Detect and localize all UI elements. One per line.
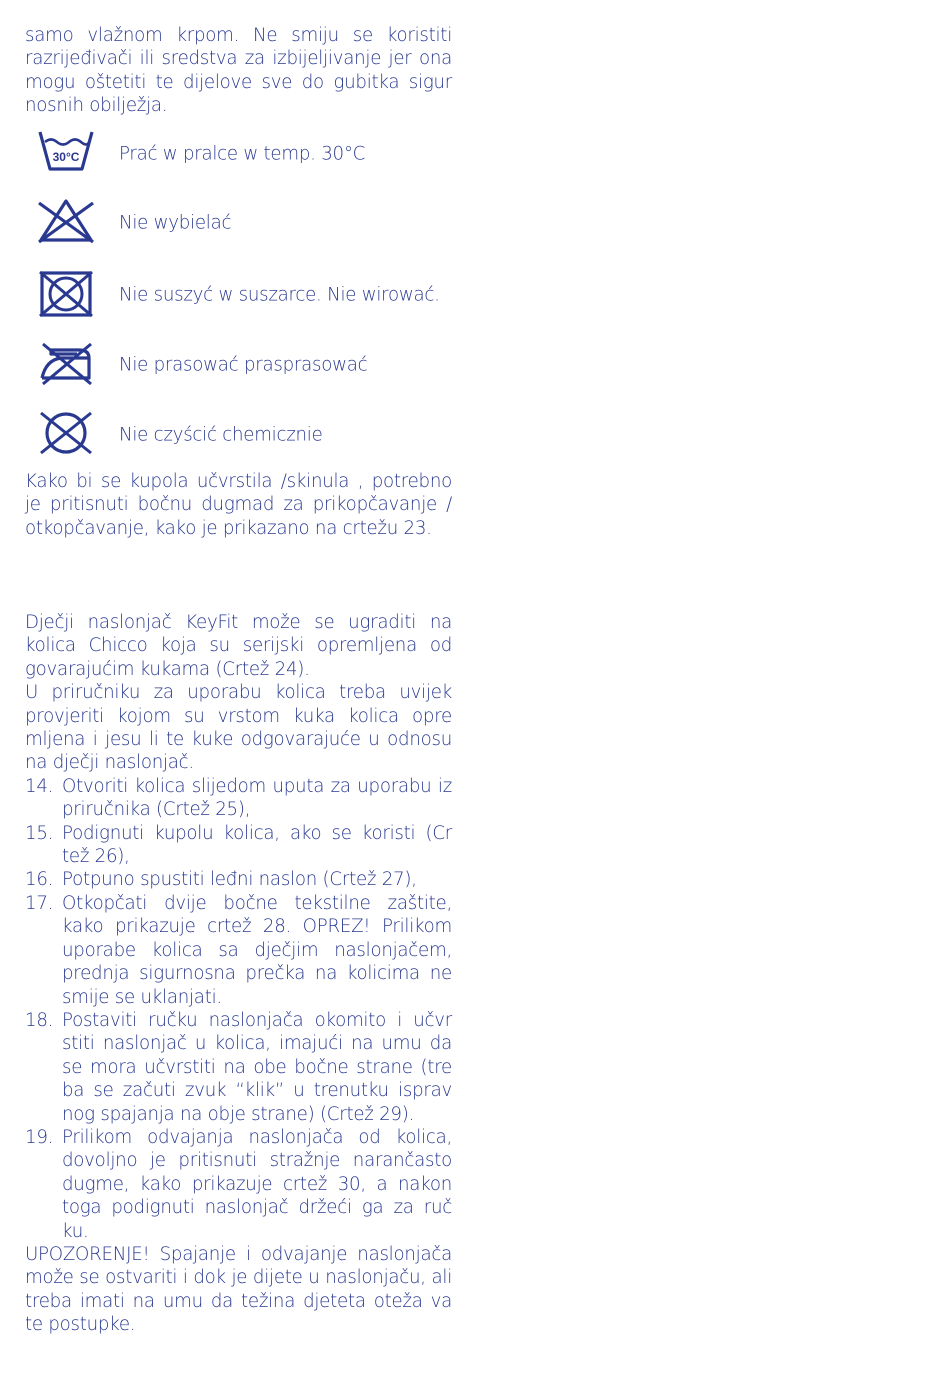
care-label-dryclean: Nie czyścić chemicznie xyxy=(119,424,323,446)
canopy-paragraph: Kako bi se kupola učvrstila /skinula , potrebno je pritisnuti bočnu dugmad za prikopčavanje / otkopčavanje, kako je prikazano na crtežu 23. xyxy=(25,471,452,539)
list-item xyxy=(25,822,452,869)
keyfit-section xyxy=(25,611,452,1337)
step-number: 17. xyxy=(25,892,54,914)
list-item xyxy=(25,1126,452,1243)
keyfit-paragraph-2: U priručniku za uporabu kolica treba uvijek provjeriti kojom su vrstom kuka kolica opre mljena i jesu li te kuke odgovarajuće u odnosu na dječji naslonjač. xyxy=(25,682,452,774)
canopy-section xyxy=(25,470,452,540)
no-iron-icon xyxy=(37,340,95,386)
list-item xyxy=(25,892,452,1009)
intro-paragraph: samo vlažnom krpom. Ne smiju se koristiti razrijeđivači ili sredstva za izbijeljivanje jer ona mogu oštetiti te dijelove sve do gubitka sigur nosnih obilježja. xyxy=(25,25,452,117)
list-item xyxy=(25,775,452,822)
step-number: 16. xyxy=(25,869,54,891)
step-number: 18. xyxy=(25,1009,54,1031)
list-item xyxy=(25,1009,452,1126)
step-number: 19. xyxy=(25,1126,54,1148)
care-label-wash: Prać w pralce w temp. 30°C xyxy=(119,143,366,165)
intro-section xyxy=(25,24,452,118)
step-text: Postaviti ručku naslonjača okomito i učvr stiti naslonjač u kolica, imajući na umu da se mora učvrstiti na obe bočne strane (tre ba se začuti zvuk “klik” u trenutku isprav nog spajanja na obje strane) (Crtež 29). xyxy=(62,1009,452,1125)
step-text: Podignuti kupolu kolica, ako se koristi (Cr tež 26), xyxy=(62,822,452,868)
care-label-iron: Nie prasować prasprasować xyxy=(119,354,368,376)
no-dry-clean-icon xyxy=(37,410,95,456)
step-text: Otvoriti kolica slijedom uputa za uporabu iz priručnika (Crtež 25), xyxy=(62,775,452,821)
step-number: 14. xyxy=(25,775,54,797)
care-row-wash xyxy=(37,129,457,179)
svg-text:30°C: 30°C xyxy=(52,150,80,164)
list-item xyxy=(25,868,452,891)
keyfit-paragraph-1: Dječji naslonjač KeyFit može se ugraditi na kolica Chicco koja su serijski opremljena od govarajućim kukama (Crtež 24). xyxy=(25,612,452,680)
steps-list xyxy=(25,775,452,1243)
care-row-bleach xyxy=(37,198,457,248)
no-bleach-icon xyxy=(37,198,95,244)
step-text: Prilikom odvajanja naslonjača od kolica, dovoljno je pritisnuti stražnje narančasto dugme, kako prikazuje crtež 30, a nakon toga podignuti naslonjač držeći ga za ruč ku. xyxy=(62,1126,452,1242)
step-number: 15. xyxy=(25,822,54,844)
care-row-dryclean xyxy=(37,410,457,460)
care-row-iron xyxy=(37,340,457,390)
wash-30-icon xyxy=(37,129,95,173)
warning-paragraph: UPOZORENJE! Spajanje i odvajanje naslonjača može se ostvariti i dok je dijete u naslonjaču, ali treba imati na umu da težina djeteta oteža va te postupke. xyxy=(25,1243,452,1336)
care-label-bleach: Nie wybielać xyxy=(119,212,232,234)
care-row-tumble xyxy=(37,270,457,320)
care-label-tumble: Nie suszyć w suszarce. Nie wirować. xyxy=(119,284,440,306)
no-tumble-dry-icon xyxy=(37,270,95,318)
step-text: Potpuno spustiti leđni naslon (Crtež 27), xyxy=(62,869,417,891)
step-text: Otkopčati dvije bočne tekstilne zaštite, kako prikazuje crtež 28. OPREZ! Prilikom uporabe kolica sa dječjim naslonjačem, prednja sigurnosna prečka na kolicima ne smije se uklanjati. xyxy=(62,892,452,1008)
